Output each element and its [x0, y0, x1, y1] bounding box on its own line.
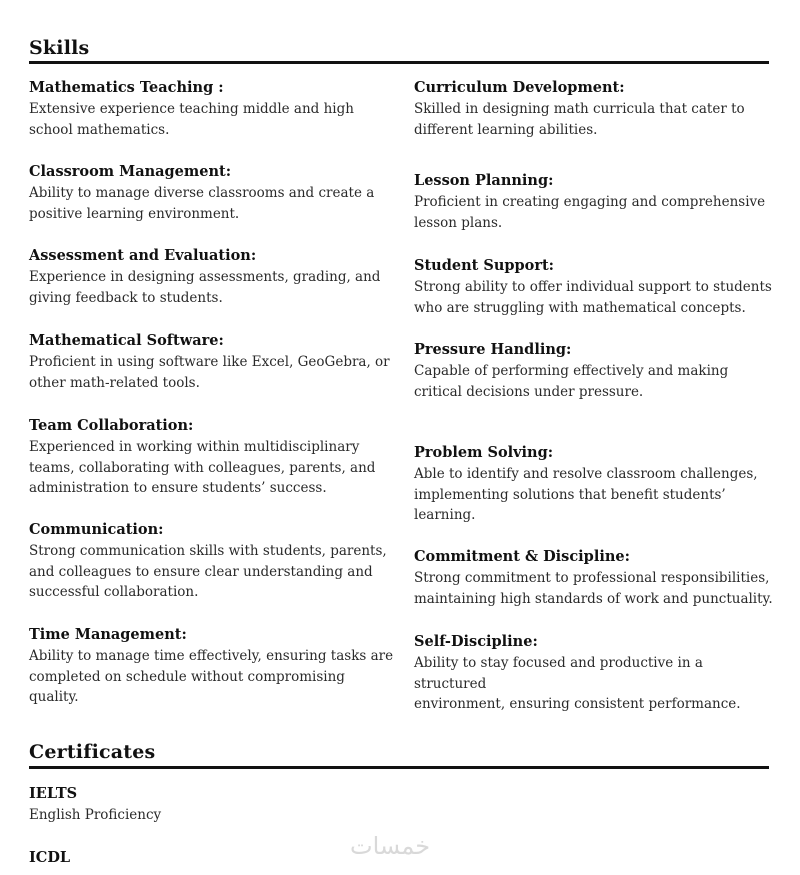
skill-description-line: Ability to manage time effectively, ensuring tasks are: [29, 648, 394, 664]
skill-description-line: Extensive experience teaching middle and high: [29, 101, 354, 117]
skill-description-line: and colleagues to ensure clear understanding and: [29, 563, 373, 580]
certificate-item: [29, 849, 70, 867]
skill-item: [414, 444, 779, 526]
skill-item: [29, 626, 394, 708]
skill-name: Mathematical Software:: [29, 332, 224, 349]
skill-description-line: Strong communication skills with students, parents,: [29, 543, 387, 559]
skill-name: Problem Solving:: [414, 444, 554, 461]
certificate-description: English Proficiency: [29, 807, 162, 823]
skill-description-line: quality.: [29, 689, 79, 705]
skill-item: [414, 548, 779, 609]
skill-description: [29, 183, 394, 224]
skill-description-line: administration to ensure students’ success.: [29, 480, 327, 496]
skill-description-line: Ability to manage diverse classrooms and create a: [29, 185, 375, 201]
skill-name: Classroom Management:: [29, 163, 232, 180]
skill-item: [414, 633, 779, 715]
skill-description-line: successful collaboration.: [29, 584, 199, 600]
skill-description-line: Able to identify and resolve classroom challenges,: [414, 466, 758, 482]
skill-description: [414, 99, 779, 140]
skill-description-line: who are struggling with mathematical concepts.: [414, 299, 746, 316]
skill-item: [29, 332, 394, 393]
skill-description-line: critical decisions under pressure.: [414, 383, 644, 400]
skill-name: Mathematics Teaching :: [29, 79, 224, 96]
skill-description-line: Ability to stay focused and productive in a structured: [414, 655, 703, 692]
skill-description-line: teams, collaborating with colleagues, parents, and: [29, 459, 376, 476]
skill-name: Student Support:: [414, 257, 555, 274]
certificates-divider: [29, 766, 769, 769]
skill-description: [414, 192, 779, 233]
skill-description: [29, 352, 394, 393]
skills-heading: Skills: [29, 37, 90, 59]
skill-description: [29, 541, 394, 603]
skill-item: [29, 247, 394, 308]
certificates-heading: Certificates: [29, 741, 156, 763]
skill-name: Pressure Handling:: [414, 341, 572, 358]
skill-description-line: environment, ensuring consistent performance.: [414, 696, 741, 712]
skill-description: [414, 361, 779, 402]
skill-description: [414, 653, 779, 715]
skill-item: [29, 417, 394, 499]
skill-description-line: Skilled in designing math curricula that cater to: [414, 101, 745, 117]
skill-description-line: implementing solutions that benefit students’: [414, 486, 726, 503]
certificate-name: IELTS: [29, 785, 78, 802]
skill-item: [29, 521, 394, 603]
skill-name: Team Collaboration:: [29, 417, 194, 434]
skill-description-line: Experienced in working within multidisciplinary: [29, 439, 360, 455]
skill-description: [414, 464, 779, 526]
skill-name: Time Management:: [29, 626, 187, 643]
skill-name: Assessment and Evaluation:: [29, 247, 257, 264]
skill-item: [414, 257, 779, 318]
watermark-logo: خمسات: [350, 832, 431, 860]
skill-description-line: lesson plans.: [414, 214, 503, 231]
skill-name: Self-Discipline:: [414, 633, 538, 650]
skill-description-line: different learning abilities.: [414, 121, 598, 138]
skill-description: [29, 437, 394, 499]
skill-description-line: school mathematics.: [29, 121, 170, 138]
skill-description-line: Strong commitment to professional responsibilities,: [414, 570, 770, 586]
skill-item: [29, 79, 394, 140]
skill-item: [414, 341, 779, 402]
skill-description-line: Proficient in creating engaging and comprehensive: [414, 194, 766, 210]
skills-divider: [29, 61, 769, 64]
skill-description: [414, 277, 779, 318]
skill-description-line: learning.: [414, 507, 476, 523]
certificate-item: [29, 785, 161, 825]
skill-description: [29, 267, 394, 308]
skill-name: Communication:: [29, 521, 164, 538]
skill-description-line: positive learning environment.: [29, 205, 240, 222]
skill-description: [414, 568, 779, 609]
skill-name: Lesson Planning:: [414, 172, 554, 189]
skill-description-line: completed on schedule without compromising: [29, 668, 345, 685]
skill-item: [414, 172, 779, 233]
skill-item: [29, 163, 394, 224]
skill-description-line: maintaining high standards of work and punctuality.: [414, 590, 773, 607]
skill-description-line: other math-related tools.: [29, 374, 200, 391]
skill-description-line: Experience in designing assessments, grading, and: [29, 269, 381, 285]
certificate-name: ICDL: [29, 849, 71, 866]
skill-name: Commitment & Discipline:: [414, 548, 630, 565]
skill-description: [29, 646, 394, 708]
skill-description-line: Capable of performing effectively and making: [414, 363, 729, 379]
skill-description-line: Proficient in using software like Excel, GeoGebra, or: [29, 354, 390, 370]
skill-description-line: Strong ability to offer individual support to students: [414, 279, 772, 295]
skill-description-line: giving feedback to students.: [29, 289, 223, 306]
skill-item: [414, 79, 779, 140]
skill-description: [29, 99, 394, 140]
skill-name: Curriculum Development:: [414, 79, 625, 96]
